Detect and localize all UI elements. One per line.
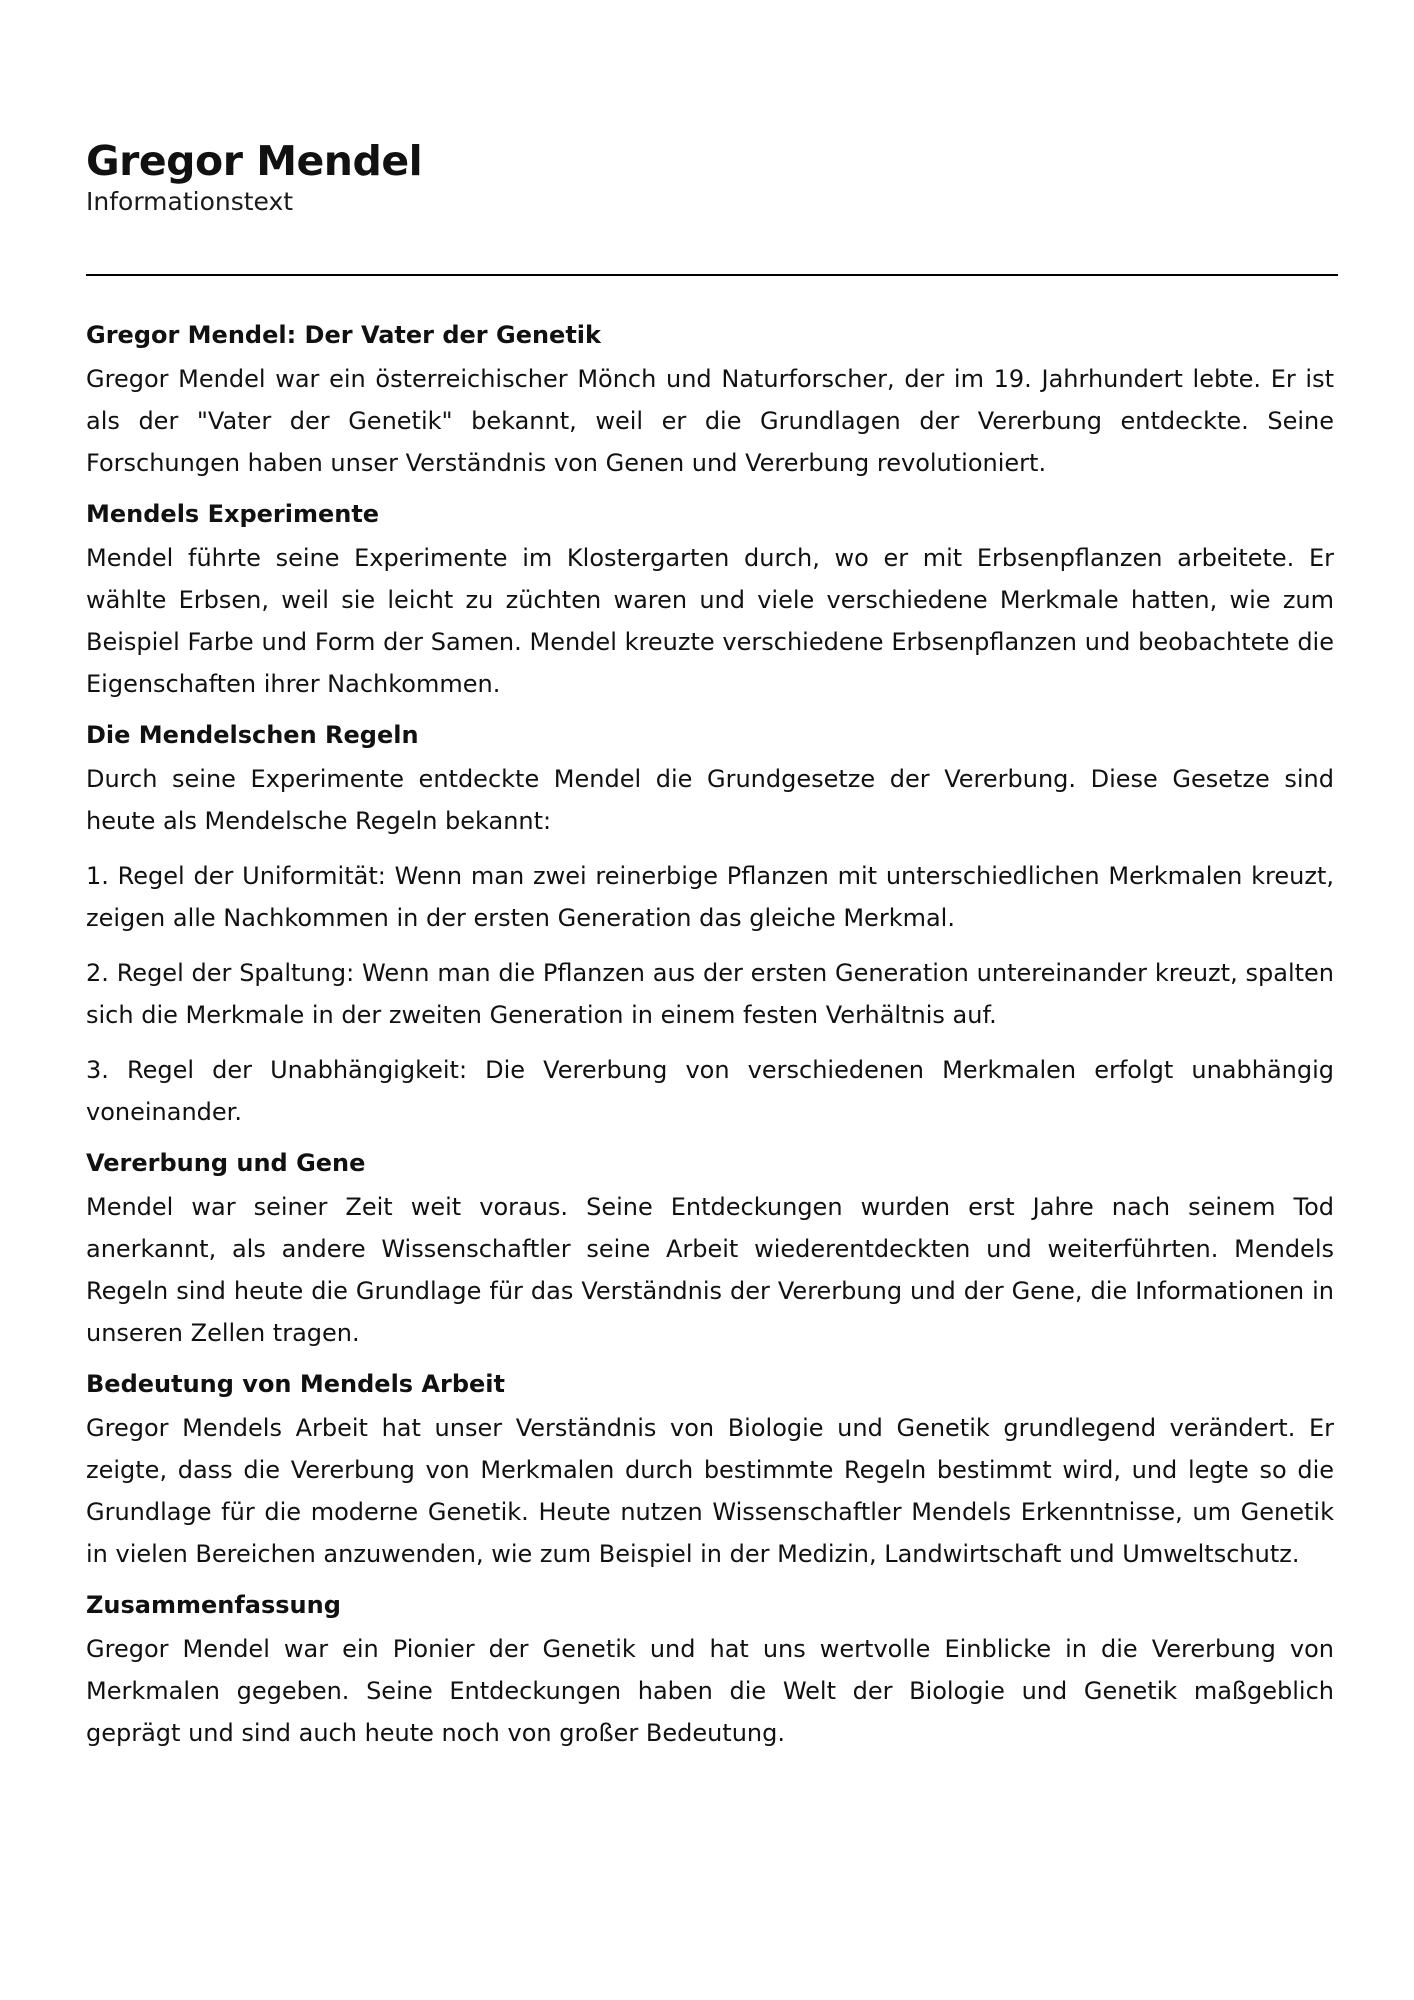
section-heading: Vererbung und Gene bbox=[86, 1149, 366, 1177]
section-heading: Bedeutung von Mendels Arbeit bbox=[86, 1370, 506, 1398]
section-paragraph: Gregor Mendel war ein österreichischer Mönch und Naturforscher, der im 19. Jahrhundert lebte. Er ist als der "Vater der Genetik" bekannt, weil er die Grundlagen der Vererbung entdeckte. Seine Forschungen haben unser Verständnis von Genen und Vererbung revolutioniert. bbox=[86, 365, 1334, 477]
rule-unabhaengigkeit: 3. Regel der Unabhängigkeit: Die Vererbung von verschiedenen Merkmalen erfolgt unabhängig voneinander. bbox=[86, 1056, 1334, 1126]
section-heading: Die Mendelschen Regeln bbox=[86, 721, 419, 749]
section-paragraph: Mendel führte seine Experimente im Klostergarten durch, wo er mit Erbsenpflanzen arbeitete. Er wählte Erbsen, weil sie leicht zu züchten waren und viele verschiedene Merkmale hatten, wie zum Beispiel Farbe und Form der Samen. Mendel kreuzte verschiedene Erbsenpflanzen und beobachtete die Eigenschaften ihrer Nachkommen. bbox=[86, 544, 1334, 698]
section-mendelsche-regeln bbox=[86, 718, 1334, 1133]
section-experimente bbox=[86, 497, 1334, 705]
section-paragraph: Gregor Mendel war ein Pionier der Genetik und hat uns wertvolle Einblicke in die Vererbung von Merkmalen gegeben. Seine Entdeckungen haben die Welt der Biologie und Genetik maßgeblich geprägt und sind auch heute noch von großer Bedeutung. bbox=[86, 1635, 1334, 1747]
section-heading: Zusammenfassung bbox=[86, 1591, 341, 1619]
rule-spaltung: 2. Regel der Spaltung: Wenn man die Pflanzen aus der ersten Generation untereinander kreuzt, spalten sich die Merkmale in der zweiten Generation in einem festen Verhältnis auf. bbox=[86, 959, 1334, 1029]
document-body bbox=[86, 318, 1334, 1754]
section-heading: Gregor Mendel: Der Vater der Genetik bbox=[86, 321, 601, 349]
rule-uniformitaet: 1. Regel der Uniformität: Wenn man zwei reinerbige Pflanzen mit unterschiedlichen Merkmalen kreuzt, zeigen alle Nachkommen in der ersten Generation das gleiche Merkmal. bbox=[86, 862, 1334, 932]
section-vater-der-genetik bbox=[86, 318, 1334, 484]
section-zusammenfassung bbox=[86, 1588, 1334, 1754]
section-paragraph: Durch seine Experimente entdeckte Mendel die Grundgesetze der Vererbung. Diese Gesetze sind heute als Mendelsche Regeln bekannt: bbox=[86, 765, 1334, 835]
document-subtitle: Informationstext bbox=[86, 187, 294, 216]
header-divider bbox=[86, 274, 1338, 276]
section-vererbung-und-gene bbox=[86, 1146, 1334, 1354]
section-heading: Mendels Experimente bbox=[86, 500, 380, 528]
section-bedeutung bbox=[86, 1367, 1334, 1575]
document-title: Gregor Mendel bbox=[86, 137, 423, 185]
section-paragraph: Gregor Mendels Arbeit hat unser Verständnis von Biologie und Genetik grundlegend verändert. Er zeigte, dass die Vererbung von Merkmalen durch bestimmte Regeln bestimmt wird, und legte so die Grundlage für die moderne Genetik. Heute nutzen Wissenschaftler Mendels Erkenntnisse, um Genetik in vielen Bereichen anzuwenden, wie zum Beispiel in der Medizin, Landwirtschaft und Umweltschutz. bbox=[86, 1414, 1334, 1568]
section-paragraph: Mendel war seiner Zeit weit voraus. Seine Entdeckungen wurden erst Jahre nach seinem Tod anerkannt, als andere Wissenschaftler seine Arbeit wiederentdeckten und weiterführten. Mendels Regeln sind heute die Grundlage für das Verständnis der Vererbung und der Gene, die Informationen in unseren Zellen tragen. bbox=[86, 1193, 1334, 1347]
document-page bbox=[86, 136, 1334, 1767]
